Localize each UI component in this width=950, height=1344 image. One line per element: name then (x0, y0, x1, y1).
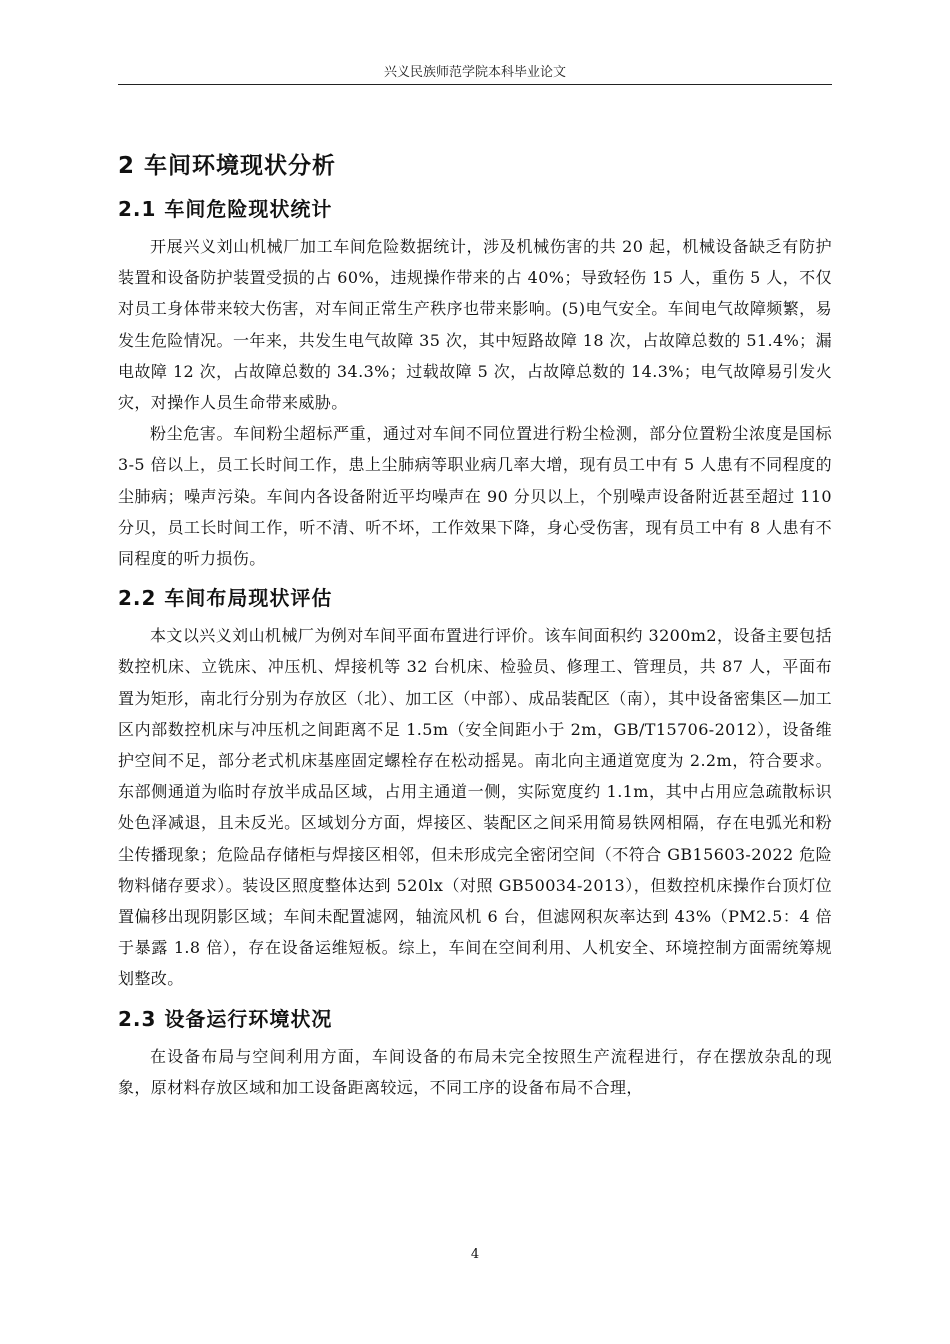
paragraph: 本文以兴义刘山机械厂为例对车间平面布置进行评价。该车间面积约 3200m2，设备主要包括数控机床、立铣床、冲压机、焊接机等 32 台机床、检验员、修理工、管理员，共 87 人，平面布置为矩形，南北行分别为存放区（北）、加工区（中部）、成品装配区（南），其中设备密集区—加工区内部数控机床与冲压机之间距离不足 1.5m（安全间距小于 2m，GB/T15706-2012），设备维护空间不足，部分老式机床基座固定螺栓存在松动摇晃。南北向主通道宽度为 2.2m，符合要求。东部侧通道为临时存放半成品区域，占用主通道一侧，实际宽度约 1.1m，其中占用应急疏散标识处色泽减退，且未反光。区域划分方面，焊接区、装配区之间采用简易铁网相隔，存在电弧光和粉尘传播现象；危险品存储柜与焊接区相邻，但未形成完全密闭空间（不符合 GB15603-2022 危险物料储存要求）。装设区照度整体达到 520lx（对照 GB50034-2013），但数控机床操作台顶灯位置偏移出现阴影区域；车间未配置滤网，轴流风机 6 台，但滤网积灰率达到 43%（PM2.5：4 倍于暴露 1.8 倍），存在设备运维短板。综上，车间在空间利用、人机安全、环境控制方面需统筹规划整改。 (118, 626, 833, 989)
paragraph: 粉尘危害。车间粉尘超标严重，通过对车间不同位置进行粉尘检测，部分位置粉尘浓度是国标 3-5 倍以上，员工长时间工作，患上尘肺病等职业病几率大增，现有员工中有 5 人患有不同程度的尘肺病；噪声污染。车间内各设备附近平均噪声在 90 分贝以上，个别噪声设备附近甚至超过 110 分贝，员工长时间工作，听不清、听不坏，工作效果下降，身心受伤害，现有员工中有 8 人患有不同程度的听力损伤。 (118, 424, 832, 569)
section-title: 2.2 车间布局现状评估 (118, 586, 333, 611)
paragraph: 开展兴义刘山机械厂加工车间危险数据统计，涉及机械伤害的共 20 起，机械设备缺乏有防护装置和设备防护装置受损的占 60%，违规操作带来的占 40%；导致轻伤 15 人，重伤 5 人，不仅对员工身体带来较大伤害，对车间正常生产秩序也带来影响。(5)电气安全。车间电气故障频繁，易发生危险情况。一年来，共发生电气故障 35 次，其中短路故障 18 次，占故障总数的 51.4%；漏电故障 12 次，占故障总数的 34.3%；过载故障 5 次，占故障总数的 14.3%；电气故障易引发火灾，对操作人员生命带来威胁。 (118, 237, 832, 413)
header-rule (118, 84, 832, 85)
section-title: 2.3 设备运行环境状况 (118, 1006, 333, 1031)
page-number: 4 (470, 1247, 480, 1262)
chapter-title: 2 车间环境现状分析 (118, 153, 337, 179)
running-header: 兴义民族师范学院本科毕业论文 (383, 65, 566, 80)
page-body (118, 150, 832, 1103)
paragraph: 在设备布局与空间利用方面，车间设备的布局未完全按照生产流程进行，存在摆放杂乱的现象，原材料存放区域和加工设备距离较远，不同工序的设备布局不合理， (118, 1046, 832, 1097)
section-title: 2.1 车间危险现状统计 (118, 197, 333, 221)
